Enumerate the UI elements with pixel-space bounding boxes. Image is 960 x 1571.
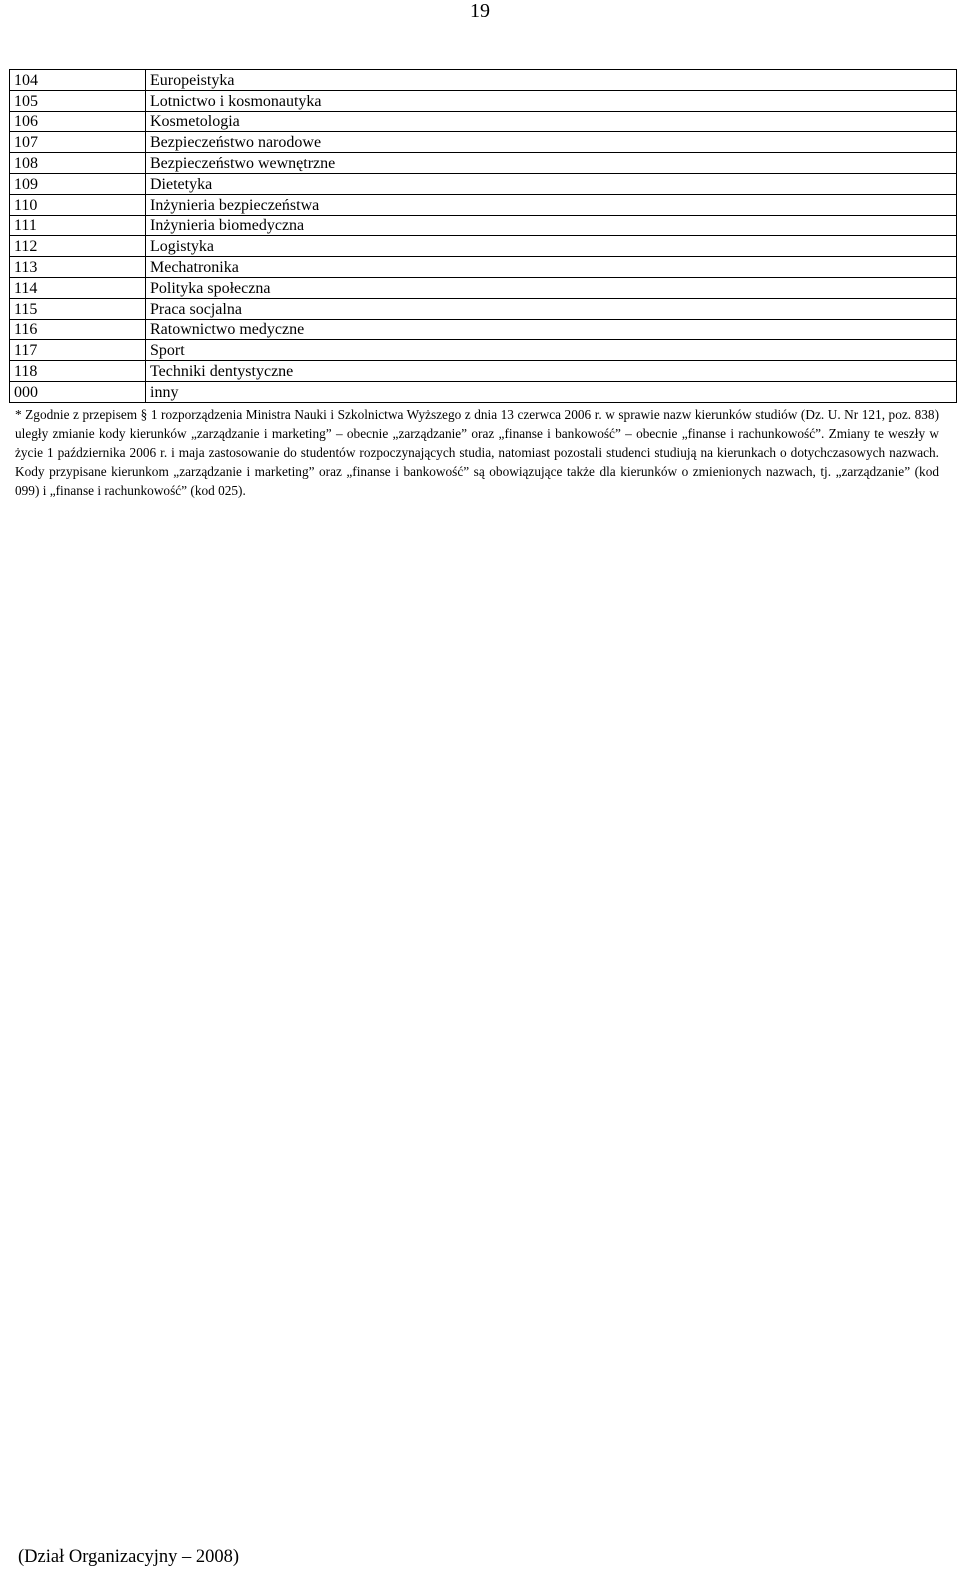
table-row	[10, 319, 957, 340]
field-code-cell: 110	[10, 194, 146, 215]
field-code-cell: 117	[10, 340, 146, 361]
field-name-cell: Kosmetologia	[146, 111, 957, 132]
table-row	[10, 381, 957, 402]
field-name-cell: Europeistyka	[146, 70, 957, 91]
field-name-cell: Sport	[146, 340, 957, 361]
field-name-cell: inny	[146, 381, 957, 402]
field-code-cell: 115	[10, 298, 146, 319]
field-code-cell: 116	[10, 319, 146, 340]
table-row	[10, 340, 957, 361]
table-row	[10, 70, 957, 91]
field-code-cell: 118	[10, 361, 146, 382]
table-row	[10, 173, 957, 194]
field-name-cell: Inżynieria bezpieczeństwa	[146, 194, 957, 215]
field-code-cell: 104	[10, 70, 146, 91]
field-code-cell: 112	[10, 236, 146, 257]
field-code-cell: 105	[10, 90, 146, 111]
field-name-cell: Techniki dentystyczne	[146, 361, 957, 382]
page-number: 19	[470, 0, 490, 22]
field-code-cell: 109	[10, 173, 146, 194]
field-code-cell: 107	[10, 132, 146, 153]
table-row	[10, 236, 957, 257]
table-row	[10, 132, 957, 153]
field-code-cell: 106	[10, 111, 146, 132]
field-name-cell: Inżynieria biomedyczna	[146, 215, 957, 236]
field-code-cell: 000	[10, 381, 146, 402]
field-code-cell: 108	[10, 153, 146, 174]
table-row	[10, 90, 957, 111]
field-code-cell: 114	[10, 277, 146, 298]
table-row	[10, 257, 957, 278]
field-codes-table	[9, 69, 957, 403]
table-row	[10, 298, 957, 319]
field-name-cell: Ratownictwo medyczne	[146, 319, 957, 340]
field-codes-table-body	[10, 70, 957, 403]
field-name-cell: Polityka społeczna	[146, 277, 957, 298]
field-name-cell: Praca socjalna	[146, 298, 957, 319]
field-name-cell: Bezpieczeństwo narodowe	[146, 132, 957, 153]
table-row	[10, 277, 957, 298]
footnote: * Zgodnie z przepisem § 1 rozporządzenia Ministra Nauki i Szkolnictwa Wyższego z dnia 13 czerwca 2006 r. w sprawie nazw kierunków studiów (Dz. U. Nr 121, poz. 838) uległy zmianie kody kierunków „zarządzanie i marketing” – obecnie „zarządzanie” oraz „finanse i bankowość” – obecnie „finanse i rachunkowość”. Zmiany te weszły w życie 1 października 2006 r. i maja zastosowanie do studentów rozpoczynających studia, natomiast pozostali studenci studiują na kierunkach o dotychczasowych nazwach. Kody przypisane kierunkom „zarządzanie i marketing” oraz „finanse i bankowość” są obowiązujące także dla kierunków o zmienionych nazwach, tj. „zarządzanie” (kod 099) i „finanse i rachunkowość” (kod 025).	[15, 407, 939, 498]
field-name-cell: Lotnictwo i kosmonautyka	[146, 90, 957, 111]
field-name-cell: Logistyka	[146, 236, 957, 257]
page-footer: (Dział Organizacyjny – 2008)	[18, 1547, 240, 1567]
field-name-cell: Bezpieczeństwo wewnętrzne	[146, 153, 957, 174]
table-row	[10, 111, 957, 132]
field-code-cell: 113	[10, 257, 146, 278]
table-row	[10, 194, 957, 215]
table-row	[10, 153, 957, 174]
field-name-cell: Mechatronika	[146, 257, 957, 278]
table-row	[10, 215, 957, 236]
table-row	[10, 361, 957, 382]
field-code-cell: 111	[10, 215, 146, 236]
field-name-cell: Dietetyka	[146, 173, 957, 194]
